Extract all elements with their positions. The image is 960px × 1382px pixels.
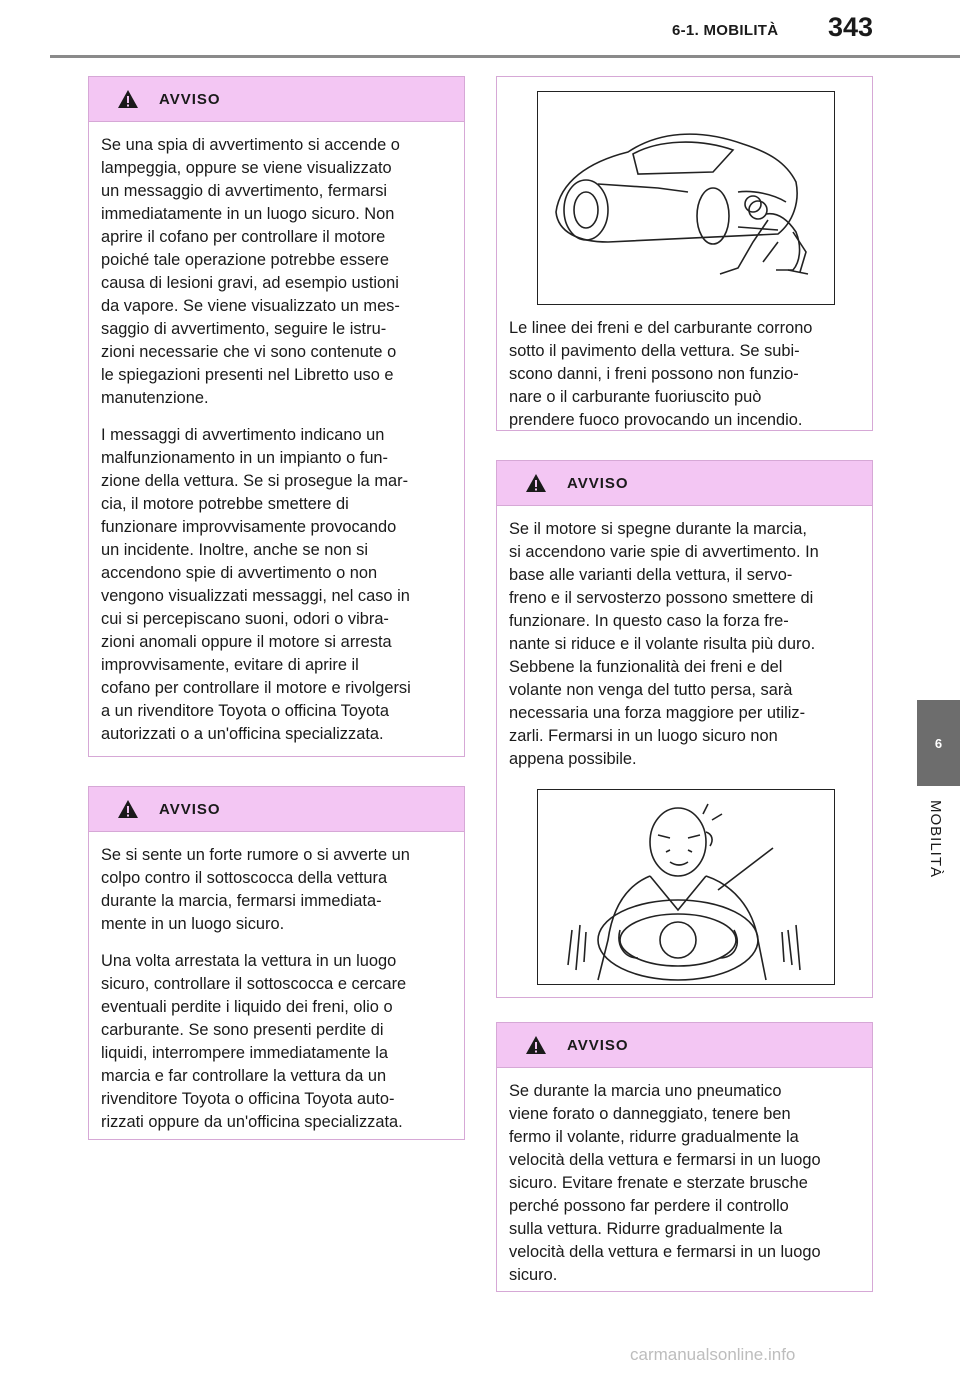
- warning-box-4: [496, 1022, 873, 1292]
- page-number: 343: [828, 12, 874, 42]
- warning-title: AVVISO: [567, 1036, 629, 1054]
- header-rule: [50, 55, 960, 58]
- page-header: [0, 0, 960, 60]
- warning-header: [497, 1023, 872, 1068]
- warning-triangle-icon: [117, 799, 139, 819]
- chapter-label: MOBILITÀ: [927, 800, 944, 879]
- warning-title: AVVISO: [159, 800, 221, 818]
- chapter-number: 6: [934, 735, 943, 751]
- warning-header: [89, 787, 464, 832]
- warning-triangle-icon: [525, 473, 547, 493]
- warning-header: [89, 77, 464, 122]
- warning-box-1: [88, 76, 465, 757]
- warning-text: Se una spia di avvertimento si accende o lampeggia, oppure se viene visualizzato un messaggio di avvertimento, fermarsi immediatamente in un luogo sicuro. Non aprire il cofano per controllare il motore poiché tale operazione potrebbe essere causa di lesioni gravi, ad esempio ustioni da vapore. Se viene visualizzato un mes- saggio di avvertimento, seguire le istru- zioni necessarie che vi sono contenute o le spiegazioni presenti nel Libretto uso e manutenzione.: [101, 136, 400, 407]
- warning-text: I messaggi di avvertimento indicano un malfunzionamento in un impianto o fun- zione della vettura. Se si prosegue la mar- cia, il motore potrebbe smettere di funzionare improvvisamente provocando un incidente. Inoltre, anche se non si accendono spie di avvertimento o non vengono visualizzati messaggi, nel caso in cui si percepiscano suoni, odori o vibra- zioni anomali oppure il motore si arresta improvvisamente, evitare di aprire il cofano per controllare il motore e rivolgersi a un rivenditore Toyota o officina Toyota autorizzati o a un'officina specializzata.: [101, 426, 411, 743]
- section-title: 6-1. MOBILITÀ: [672, 22, 779, 39]
- warning-box-continued: [496, 76, 873, 431]
- warning-triangle-icon: [117, 89, 139, 109]
- warning-text: Se durante la marcia uno pneumatico viene forato o danneggiato, tenere ben fermo il volante, ridurre gradualmente la velocità della vettura e fermarsi in un luogo sicuro. Evitare frenate e sterzate brusche perché possono far perdere il controllo sulla vettura. Ridurre gradualmente la velocità della vettura e fermarsi in un luogo sicuro.: [509, 1082, 821, 1284]
- warning-text: Una volta arrestata la vettura in un luogo sicuro, controllare il sottoscocca e cercare eventuali perdite i liquido dei freni, olio o carburante. Se sono presenti perdite di liquidi, interrompere immediatamente la marcia e far controllare la vettura da un rivenditore Toyota o officina Toyota auto- rizzati oppure da un'officina specializzata.: [101, 952, 407, 1131]
- warning-header: [497, 461, 872, 506]
- chapter-tab[interactable]: [917, 700, 960, 786]
- warning-text: Le linee dei freni e del carburante corrono sotto il pavimento della vettura. Se subi- scono danni, i freni possono non funzio- nare o il carburante fuoriuscito può prendere fuoco provocando un incendio.: [509, 319, 813, 429]
- warning-box-3: [496, 460, 873, 998]
- driver-steering-illustration: [537, 789, 835, 985]
- watermark: carmanualsonline.info: [630, 1345, 796, 1364]
- warning-triangle-icon: [525, 1035, 547, 1055]
- warning-title: AVVISO: [567, 474, 629, 492]
- warning-text: Se si sente un forte rumore o si avverte un colpo contro il sottoscocca della vettura durante la marcia, fermarsi immediata- mente in un luogo sicuro.: [101, 846, 410, 933]
- car-underbody-illustration: [537, 91, 835, 305]
- warning-box-2: [88, 786, 465, 1140]
- driver-struggling-drawing: [538, 790, 833, 983]
- warning-title: AVVISO: [159, 90, 221, 108]
- car-inspection-drawing: [538, 92, 833, 303]
- warning-text: Se il motore si spegne durante la marcia, si accendono varie spie di avvertimento. In base alle varianti della vettura, il servo- freno e il servosterzo possono smettere di funzionare. In questo caso la forza fre- nante si riduce e il volante risulta più duro. Sebbene la funzionalità dei freni e del volante non venga del tutto persa, sarà necessaria una forza maggiore per utiliz- zarli. Fermarsi in un luogo sicuro non appena possibile.: [509, 520, 819, 768]
